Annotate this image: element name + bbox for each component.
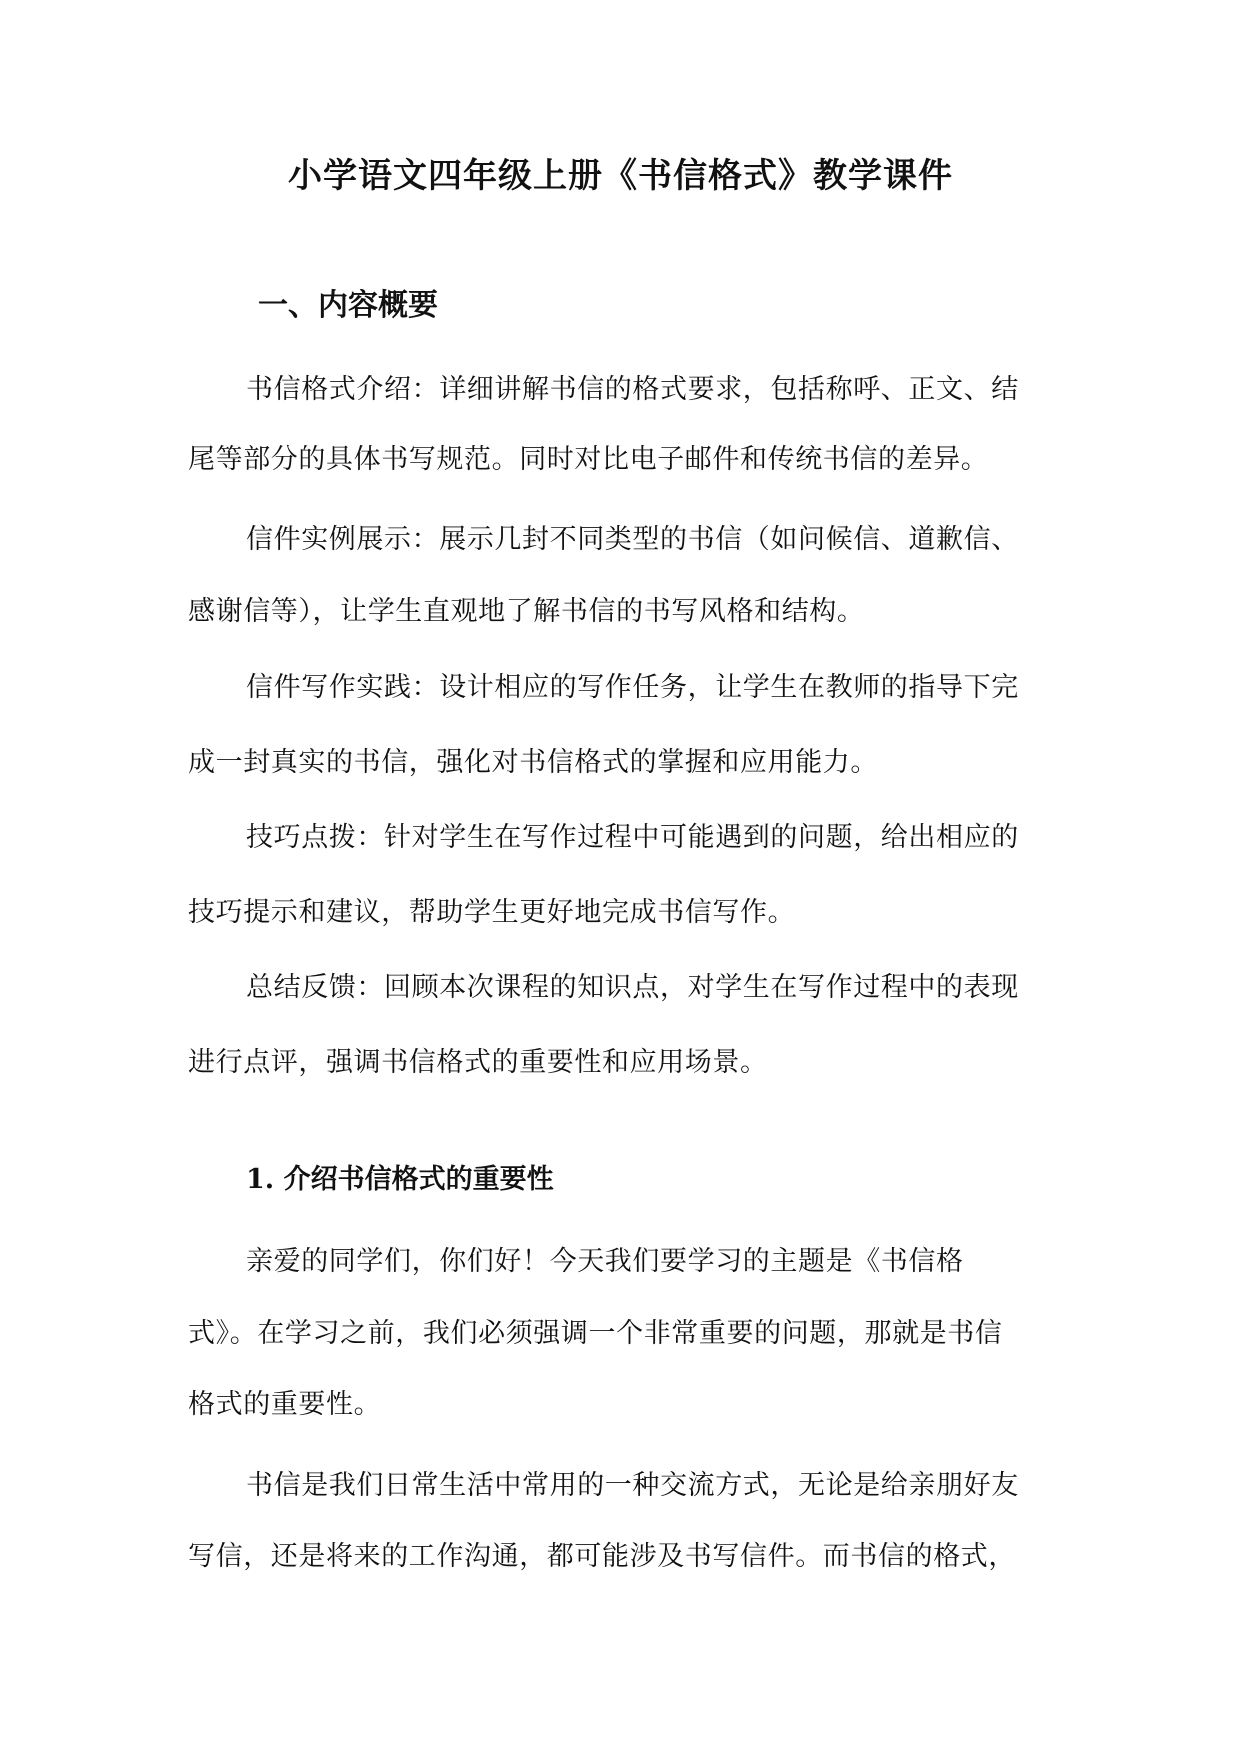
paragraph-line: 式》。在学习之前，我们必须强调一个非常重要的问题，那就是书信: [188, 1318, 1003, 1349]
section-heading-importance: 1. 介绍书信格式的重要性: [246, 1164, 554, 1195]
section-heading-summary: 一、内容概要: [258, 288, 438, 323]
paragraph-line: 信件实例展示：展示几封不同类型的书信（如问候信、道歉信、: [246, 524, 1019, 555]
document-title: 小学语文四年级上册《书信格式》教学课件: [288, 156, 953, 196]
paragraph-line: 格式的重要性。: [188, 1389, 382, 1420]
paragraph-line: 书信是我们日常生活中常用的一种交流方式，无论是给亲朋好友: [246, 1470, 1019, 1501]
paragraph-line: 总结反馈：回顾本次课程的知识点，对学生在写作过程中的表现: [246, 972, 1019, 1003]
paragraph-line: 技巧提示和建议，帮助学生更好地完成书信写作。: [188, 897, 796, 928]
paragraph-line: 感谢信等），让学生直观地了解书信的书写风格和结构。: [188, 596, 865, 627]
paragraph-line: 进行点评，强调书信格式的重要性和应用场景。: [188, 1047, 768, 1078]
paragraph-line: 技巧点拨：针对学生在写作过程中可能遇到的问题，给出相应的: [246, 822, 1019, 853]
paragraph-line: 写信，还是将来的工作沟通，都可能涉及书写信件。而书信的格式，: [188, 1541, 1016, 1572]
paragraph-line: 书信格式介绍：详细讲解书信的格式要求，包括称呼、正文、结: [246, 374, 1019, 405]
paragraph-line: 信件写作实践：设计相应的写作任务，让学生在教师的指导下完: [246, 672, 1019, 703]
paragraph-line: 成一封真实的书信，强化对书信格式的掌握和应用能力。: [188, 747, 878, 778]
paragraph-line: 亲爱的同学们，你们好！今天我们要学习的主题是《书信格: [246, 1246, 964, 1277]
paragraph-line: 尾等部分的具体书写规范。同时对比电子邮件和传统书信的差异。: [188, 444, 989, 475]
